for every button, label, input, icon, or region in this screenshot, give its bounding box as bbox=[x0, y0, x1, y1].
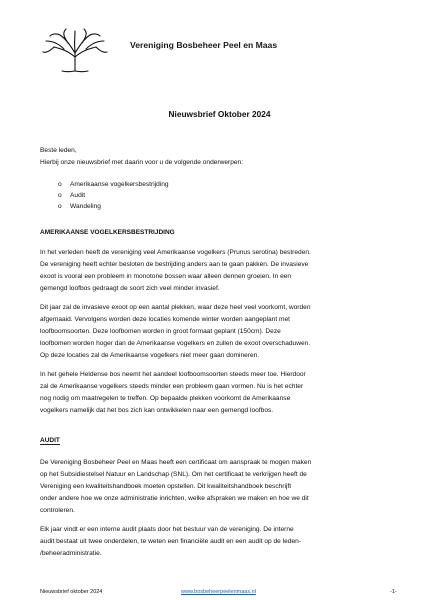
section-heading-audit: AUDIT bbox=[40, 437, 60, 444]
paragraph-line: exoot is vooral een probleem in monotone bossen waar alleen dennen groeien. In een bbox=[40, 273, 292, 280]
paragraph-line: op het Subsidiestelsel Natuur en Landschap (SNL). Om het certificaat te verkrijgen heeft de bbox=[40, 471, 307, 478]
paragraph-line: onder andere hoe we onze administratie inrichten, welke afspraken we maken en hoe we dit bbox=[40, 495, 309, 502]
paragraph-line: vogelkers namelijk dat het bos zich kan ontwikkelen naar een gemengd loofbos. bbox=[40, 407, 274, 414]
topic-item: o Audit bbox=[58, 192, 86, 199]
intro-text: Hierbij onze nieuwsbrief met daarin voor u de volgende onderwerpen: bbox=[40, 159, 244, 166]
paragraph-line: zal de Amerikaanse vogelkers steeds minder een probleem gaan vormen. Nu is het echter bbox=[40, 383, 304, 390]
footer-title: Nieuwsbrief oktober 2024 bbox=[40, 589, 103, 595]
paragraph-line: Op deze locaties zal de Amerikaanse vogelkers niet meer gaan domineren. bbox=[40, 352, 260, 359]
footer-page-number: -1- bbox=[390, 589, 397, 595]
paragraph-line: De Vereniging Bosbeheer Peel en Maas heeft een certificaat om aanspraak te mogen maken bbox=[40, 459, 312, 466]
paragraph-line: In het gehele Heldense bos neemt het aandeel loofboomsoorten steeds meer toe. Hierdoor bbox=[40, 371, 306, 378]
topic-item: o Wandeling bbox=[58, 203, 101, 210]
section-heading-vogelkers: AMERIKAANSE VOGELKERSBESTRIJDING bbox=[40, 229, 175, 236]
topic-item: o Amerikaanse vogelkersbestrijding bbox=[58, 181, 169, 188]
paragraph-line: afgemaaid. Vervolgens worden deze locaties komende winter worden aangeplant met bbox=[40, 316, 290, 323]
paragraph-line: In het verleden heeft de vereniging veel Amerikaanse vogelkers (Prunus serotina) bestreden. bbox=[40, 249, 311, 256]
footer-website-link[interactable]: www.bosbeheerpeelenmaas.nl bbox=[181, 589, 256, 595]
paragraph-line: De vereniging heeft echter besloten de bestrijding anders aan te gaan pakken. De invasieve bbox=[40, 261, 309, 268]
paragraph-line: loofbomen worden hoger dan de Amerikaanse vogelkers en zullen de exoot overschaduwen. bbox=[40, 340, 311, 347]
paragraph-line: Dit jaar zal de invasieve exoot op een aantal plekken, waar deze heel veel voorkomt, worden bbox=[40, 304, 311, 311]
paragraph-line: gemengd loofbos gedraagt de soort zich veel minder invasief. bbox=[40, 285, 220, 292]
paragraph-line: controleren. bbox=[40, 507, 75, 514]
paragraph-line: loofboomsoorten. Deze loofbomen worden in groot formaat geplant (150cm). Deze bbox=[40, 328, 281, 335]
paragraph-line: Elk jaar vindt er een interne audit plaats door het bestuur van de vereniging. De interne bbox=[40, 526, 294, 533]
tree-logo-icon bbox=[40, 27, 110, 73]
newsletter-title: Nieuwsbrief Oktober 2024 bbox=[168, 109, 271, 119]
paragraph-line: nog nodig om maatregelen te treffen. Op bepaalde plekken voorkomt de Amerikaanse bbox=[40, 395, 291, 402]
paragraph-line: /beheeradministratie. bbox=[40, 550, 102, 557]
paragraph-line: Vereniging een kwaliteitshandboek moeten opstellen. Dit kwaliteitshandboek beschrijft bbox=[40, 483, 292, 490]
greeting: Beste leden, bbox=[40, 147, 77, 154]
organization-name: Vereniging Bosbeheer Peel en Maas bbox=[130, 40, 278, 50]
paragraph-line: audit bestaat uit twee onderdelen, te weten een financiële audit en een audit op de leden- bbox=[40, 538, 302, 545]
